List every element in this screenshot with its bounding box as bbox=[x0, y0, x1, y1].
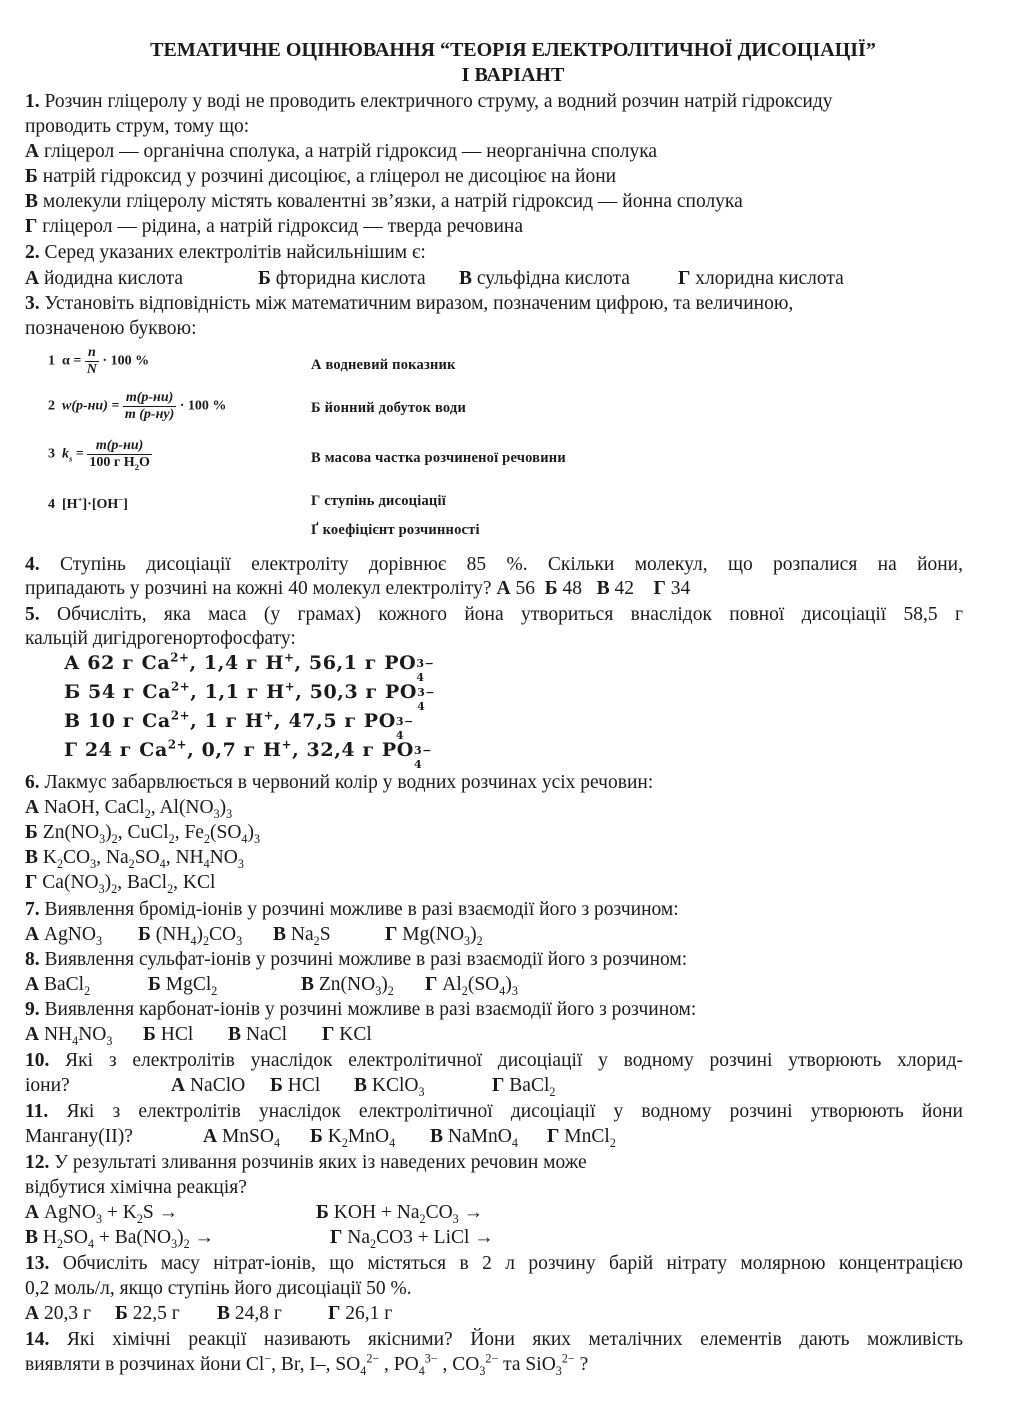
question-12: 12. У результаті зливання розчинів яких із наведених речовин може bbox=[25, 1152, 587, 1173]
q6-option-b: Б $Zn(NO_3)_2$, CuCl$_2$, $Fe_2(SO_4)_3$ bbox=[25, 822, 260, 846]
question-11: 11. Які з електролітів унаслідок електролітичної дисоціації у водному розчині утворюють йони bbox=[25, 1101, 963, 1122]
page-title: ТЕМАТИЧНЕ ОЦІНЮВАННЯ “ТЕОРІЯ ЕЛЕКТРОЛІТИЧНОЇ ДИСОЦІАЦІЇ” bbox=[150, 39, 876, 61]
q5-option-b: Б 54 г $Ca^{2+}$, 1,1 г H+, 50,3 г PO 3− 4 bbox=[64, 679, 436, 713]
quantity-c: В масова частка розчиненої речовини bbox=[311, 450, 566, 466]
q6-option-c: В $K_2CO_3$, $Na_2SO_4$, $NH_4NO_3$ bbox=[25, 847, 244, 871]
question-13: 13. Обчисліть масу нітрат-іонів, що містяться в 2 л розчину барій нітрату молярною концентрацією bbox=[25, 1253, 963, 1274]
q2-option-d: Г хлоридна кислота bbox=[678, 268, 844, 289]
q2-option-c: В сульфідна кислота bbox=[459, 268, 630, 289]
question-3: 3. Установіть відповідність між математичним виразом, позначеним цифрою, та величиною, bbox=[25, 293, 794, 314]
quantity-d: Г ступінь дисоціації bbox=[311, 493, 446, 509]
variant-title: І ВАРІАНТ bbox=[461, 64, 565, 86]
question-5: 5. Обчисліть, яка маса (у грамах) кожного йона утвориться внаслідок повної дисоціації 58,5 г bbox=[25, 604, 963, 625]
question-14-cont: виявляти в розчинах йони Cl−, Br, I–, $SO_4^{2-}$ , $PO_4^{3-}$ , $CO_3^{2-}$ та SiO$_3^{2-}$ ? bbox=[25, 1351, 589, 1378]
question-1: 1. Розчин гліцеролу у воді не проводить електричного струму, а водний розчин натрій гідроксиду bbox=[25, 91, 833, 112]
question-4-cont: припадають у розчині на кожні 40 молекул електроліту? А 56 Б 48 В 42 Г 34 bbox=[25, 578, 691, 599]
question-8: 8. Виявлення сульфат-іонів у розчині можливе в разі взаємодії його з розчином: bbox=[25, 949, 688, 970]
quantity-a: А водневий показник bbox=[311, 357, 456, 373]
formula-2: 2 w(р-ни) = $\frac{m(р-ни)}{m (р-ну)}$ · 100 % bbox=[48, 390, 227, 422]
q1-option-c: В молекули гліцеролу містять ковалентні зв’язки, а натрій гідроксид — йонна сполука bbox=[25, 191, 743, 212]
q2-option-a: А йодидна кислота bbox=[25, 268, 184, 289]
quantity-b: Б йонний добуток води bbox=[311, 400, 467, 416]
formula-4: 4 [H+]·[OH−] bbox=[48, 494, 128, 512]
formula-3: 3 $k_s$ = $\frac{m(р-ни)}{100 г H_2O}$ bbox=[48, 438, 150, 472]
worksheet-page: ТЕМАТИЧНЕ ОЦІНЮВАННЯ “ТЕОРІЯ ЕЛЕКТРОЛІТИЧНОЇ ДИСОЦІАЦІЇ” І ВАРІАНТ 1. Розчин гліцеролу у воді не проводить електричного струму, а водний розчин натрій гідроксиду проводить струм, тому що: А гліцерол — органічна сполука, а натрій гідроксид — неорганічна сполука Б натрій гідроксид у розчині дисоціює, а гліцерол не дисоціює на йони В молекули гліцеролу містять ковалентні зв’язки, а натрій гідроксид — йонна сполука Г гліцерол — рідина, а натрій гідроксид — тверда речовина 2. Серед указаних електролітів найсильнішим є: А йодидна кислота Б фторидна кислота В сульфідна кислота Г хлоридна кислота 3. Установіть відповідність між математичним виразом, позначеним цифрою, та величиною, позначеною буквою: 1 α = $\frac{n}{N}$ · 100 % 2 w(р-ни) = $\frac{m(р-ни)}{m (р-ну)}$ · 100 % 3 $k_s$ = $\frac{m(р-ни)}{100 г H_2O}$ 4 [H+]·[OH−] А водневий показник Б йонний добуток води В масова частка розчиненої речовини Г ступінь дисоціації Ґ коефіцієнт розчинності 4. Ступінь дисоціації електроліту дорівнює 85 %. Скільки молекул, що розпалися на йони, припадають у розчині на кожні 40 молекул електроліту? А 56 Б 48 В 42 Г 34 5. Обчисліть, яка маса (у грамах) кожного йона утвориться внаслідок повної дисоціації 58,5 г кальцій дигідрогенортофосфату: А 62 г $Ca^{2+}$, 1,4 г H+, 56,1 г PO 3− 4 Б 54 г $Ca^{2+}$, 1,1 г H+, 50,3 г PO 3− 4 В 10 г $Ca^{2+}$, 1 г H+, 47,5 г PO 3− 4 Г 24 г $Ca^{2+}$, 0,7 г H+, 32,4 г PO 3− 4 6. Лакмус забарвлюється в червоний колір у водних розчинах усіх речовин: А NaOH, CaCl$_2$, $Al(NO_3)_3$ Б $Zn(NO_3)_2$, CuCl$_2$, $Fe_2(SO_4)_3$ В $K_2CO_3$, $Na_2SO_4$, $NH_4NO_3$ Г $Ca(NO_3)_2$, BaCl$_2$, KCl 7. Виявлення бромід-іонів у розчині можливе в разі взаємодії його з розчином: А AgNO$_3$ Б $(NH_4)_2CO_3$ В $Na_2S$ Г $Mg(NO_3)_2$ 8. Виявлення сульфат-іонів у розчині можливе в разі взаємодії його з розчином: А BaCl$_2$ Б MgCl$_2$ В $Zn(NO_3)_2$ Г $Al_2(SO_4)_3$ 9. Виявлення карбонат-іонів у розчині можливе в разі взаємодії його з розчином: А $NH_4NO_3$ Б HCl В NaCl Г KCl 10. Які з електролітів унаслідок електролітичної дисоціації у водному розчині утворюють хлорид- іони? А NaClO Б HCl В KClO$_3$ Г BaCl$_2$ 11. Які з електролітів унаслідок електролітичної дисоціації у водному розчині утворюють йони Мангану(II)? А MnSO$_4$ Б $K_2MnO_4$ В NaMnO$_4$ Г MnCl$_2$ 12. У результаті зливання розчинів яких із наведених речовин може відбутися хімічна реакція? А AgNO$_3$ + $K_2S$ → Б KOH + $Na_2CO_3$ → В $H_2SO_4 + Ba(NO_3)_2$ → Г $Na_2CO3$ + LiCl → 13. Обчисліть масу нітрат-іонів, що містяться в 2 л розчину барій нітрату молярною концентрацією 0,2 моль/л, якщо ступінь його дисоціації 50 %. А 20,3 г Б 22,5 г В 24,8 г Г 26,1 г 14. Які хімічні реакції називають якісними? Йони яких металічних елементів дають можливість виявляти в розчинах йони Cl−, Br, I–, $SO_4^{2-}$ , $PO_4^{3-}$ , $CO_3^{2-}$ та SiO$_3^{2-}$ ? bbox=[0, 0, 1026, 1401]
q1-option-b: Б натрій гідроксид у розчині дисоціює, а гліцерол не дисоціює на йони bbox=[25, 166, 617, 187]
formula-1: 1 α = $\frac{n}{N}$ · 100 % bbox=[48, 345, 150, 377]
question-4: 4. Ступінь дисоціації електроліту дорівнює 85 %. Скільки молекул, що розпалися на йони, bbox=[25, 554, 963, 575]
question-1-cont: проводить струм, тому що: bbox=[25, 116, 250, 137]
q6-option-a: А NaOH, CaCl$_2$, $Al(NO_3)_3$ bbox=[25, 797, 233, 821]
question-12-cont: відбутися хімічна реакція? bbox=[25, 1177, 247, 1198]
q5-option-d: Г 24 г $Ca^{2+}$, 0,7 г H+, 32,4 г PO 3− 4 bbox=[64, 737, 433, 771]
question-13-cont: 0,2 моль/л, якщо ступінь його дисоціації 50 %. bbox=[25, 1278, 412, 1299]
question-2: 2. Серед указаних електролітів найсильнішим є: bbox=[25, 242, 426, 263]
question-10-cont: іони? А NaClO Б HCl В KClO$_3$ Г BaCl$_2$ bbox=[25, 1075, 556, 1099]
q2-option-b: Б фторидна кислота bbox=[258, 268, 426, 289]
q1-option-a: А гліцерол — органічна сполука, а натрій гідроксид — неорганічна сполука bbox=[25, 141, 658, 162]
q1-option-d: Г гліцерол — рідина, а натрій гідроксид — тверда речовина bbox=[25, 216, 523, 237]
question-11-cont: Мангану(II)? А MnSO$_4$ Б $K_2MnO_4$ В NaMnO$_4$ Г MnCl$_2$ bbox=[25, 1126, 616, 1150]
question-7: 7. Виявлення бромід-іонів у розчині можливе в разі взаємодії його з розчином: bbox=[25, 899, 679, 920]
q5-option-a: А 62 г $Ca^{2+}$, 1,4 г H+, 56,1 г PO 3− 4 bbox=[64, 650, 435, 684]
question-14: 14. Які хімічні реакції називають якісними? Йони яких металічних елементів дають можливість bbox=[25, 1329, 963, 1350]
q5-option-c: В 10 г $Ca^{2+}$, 1 г H+, 47,5 г PO 3− 4 bbox=[64, 708, 414, 742]
question-9: 9. Виявлення карбонат-іонів у розчині можливе в разі взаємодії його з розчином: bbox=[25, 999, 697, 1020]
quantity-e: Ґ коефіцієнт розчинності bbox=[311, 522, 480, 538]
question-10: 10. Які з електролітів унаслідок електролітичної дисоціації у водному розчині утворюють хлорид- bbox=[25, 1050, 963, 1071]
question-3-cont: позначеною буквою: bbox=[25, 318, 197, 339]
q6-option-d: Г $Ca(NO_3)_2$, BaCl$_2$, KCl bbox=[25, 872, 216, 896]
question-5-cont: кальцій дигідрогенортофосфату: bbox=[25, 628, 296, 649]
question-6: 6. Лакмус забарвлюється в червоний колір у водних розчинах усіх речовин: bbox=[25, 772, 654, 793]
